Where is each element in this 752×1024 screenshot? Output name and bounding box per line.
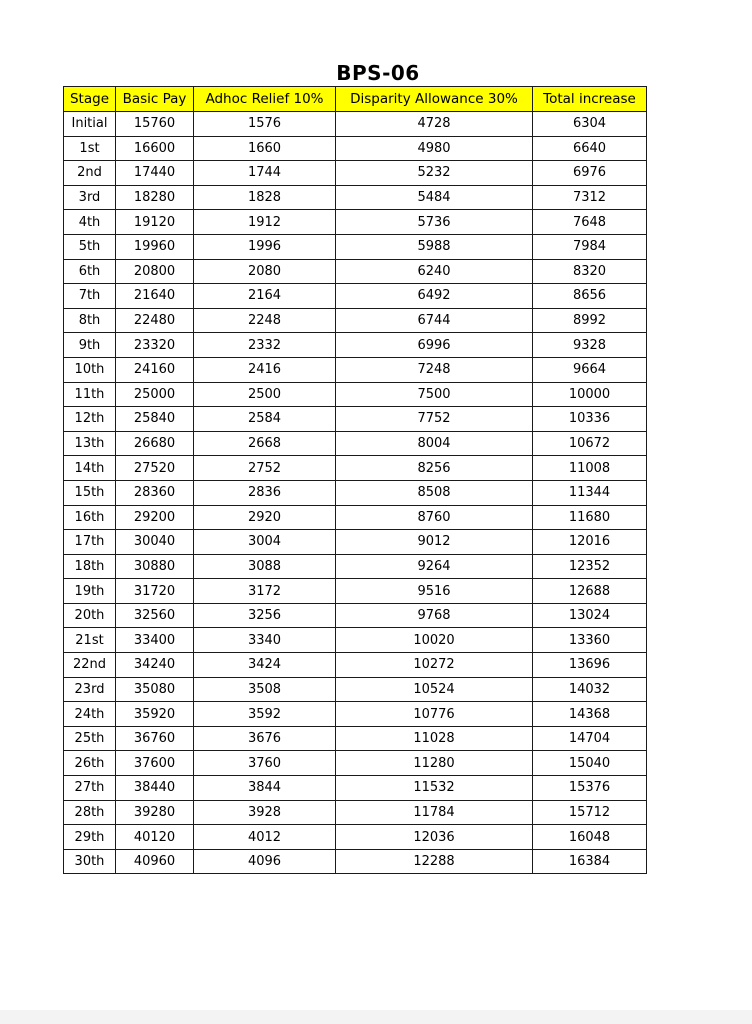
cell-disparity-allowance: 10776 <box>336 702 533 727</box>
table-row <box>64 112 647 137</box>
cell-basic-pay: 27520 <box>116 456 194 481</box>
page-title: BPS-06 <box>336 61 420 85</box>
cell-stage: 30th <box>64 849 116 874</box>
cell-basic-pay: 19120 <box>116 210 194 235</box>
cell-total-increase: 8992 <box>533 308 647 333</box>
cell-total-increase: 13024 <box>533 603 647 628</box>
cell-adhoc-relief: 2500 <box>194 382 336 407</box>
cell-adhoc-relief: 1744 <box>194 161 336 186</box>
cell-adhoc-relief: 2668 <box>194 431 336 456</box>
pay-scale-table <box>63 86 647 874</box>
cell-disparity-allowance: 8256 <box>336 456 533 481</box>
cell-total-increase: 8656 <box>533 284 647 309</box>
cell-basic-pay: 28360 <box>116 480 194 505</box>
cell-stage: 17th <box>64 530 116 555</box>
cell-basic-pay: 25000 <box>116 382 194 407</box>
cell-stage: 28th <box>64 800 116 825</box>
cell-stage: 23rd <box>64 677 116 702</box>
table-row <box>64 382 647 407</box>
cell-disparity-allowance: 4980 <box>336 136 533 161</box>
table-row <box>64 136 647 161</box>
cell-adhoc-relief: 3508 <box>194 677 336 702</box>
cell-disparity-allowance: 11784 <box>336 800 533 825</box>
cell-basic-pay: 37600 <box>116 751 194 776</box>
table-row <box>64 751 647 776</box>
cell-stage: 25th <box>64 726 116 751</box>
cell-disparity-allowance: 6744 <box>336 308 533 333</box>
cell-stage: 26th <box>64 751 116 776</box>
cell-disparity-allowance: 11280 <box>336 751 533 776</box>
cell-disparity-allowance: 5232 <box>336 161 533 186</box>
cell-total-increase: 12352 <box>533 554 647 579</box>
cell-total-increase: 7312 <box>533 185 647 210</box>
cell-disparity-allowance: 7248 <box>336 357 533 382</box>
cell-disparity-allowance: 9012 <box>336 530 533 555</box>
cell-stage: 24th <box>64 702 116 727</box>
cell-disparity-allowance: 11532 <box>336 776 533 801</box>
cell-stage: 19th <box>64 579 116 604</box>
cell-basic-pay: 19960 <box>116 234 194 259</box>
header-basic-pay: Basic Pay <box>116 87 194 112</box>
cell-total-increase: 11008 <box>533 456 647 481</box>
table-row <box>64 284 647 309</box>
table-row <box>64 530 647 555</box>
cell-stage: 4th <box>64 210 116 235</box>
cell-stage: 3rd <box>64 185 116 210</box>
cell-basic-pay: 40120 <box>116 825 194 850</box>
header-adhoc-relief: Adhoc Relief 10% <box>194 87 336 112</box>
cell-adhoc-relief: 3004 <box>194 530 336 555</box>
cell-adhoc-relief: 1996 <box>194 234 336 259</box>
table-row <box>64 431 647 456</box>
cell-stage: 6th <box>64 259 116 284</box>
table-row <box>64 456 647 481</box>
cell-disparity-allowance: 9768 <box>336 603 533 628</box>
cell-basic-pay: 34240 <box>116 653 194 678</box>
table-row <box>64 333 647 358</box>
header-row <box>64 87 647 112</box>
table-row <box>64 259 647 284</box>
cell-adhoc-relief: 4012 <box>194 825 336 850</box>
table-row <box>64 407 647 432</box>
cell-adhoc-relief: 3592 <box>194 702 336 727</box>
cell-stage: 12th <box>64 407 116 432</box>
cell-stage: 29th <box>64 825 116 850</box>
cell-stage: 1st <box>64 136 116 161</box>
footer-bar <box>0 1010 752 1024</box>
table-header <box>64 87 647 112</box>
table-row <box>64 210 647 235</box>
cell-disparity-allowance: 5484 <box>336 185 533 210</box>
cell-basic-pay: 39280 <box>116 800 194 825</box>
cell-disparity-allowance: 6240 <box>336 259 533 284</box>
cell-adhoc-relief: 3676 <box>194 726 336 751</box>
cell-total-increase: 7984 <box>533 234 647 259</box>
header-disparity-allowance: Disparity Allowance 30% <box>336 87 533 112</box>
cell-basic-pay: 33400 <box>116 628 194 653</box>
cell-stage: 21st <box>64 628 116 653</box>
cell-disparity-allowance: 5988 <box>336 234 533 259</box>
cell-adhoc-relief: 3256 <box>194 603 336 628</box>
cell-disparity-allowance: 7752 <box>336 407 533 432</box>
cell-stage: 8th <box>64 308 116 333</box>
cell-disparity-allowance: 12036 <box>336 825 533 850</box>
cell-stage: 27th <box>64 776 116 801</box>
cell-disparity-allowance: 5736 <box>336 210 533 235</box>
cell-basic-pay: 15760 <box>116 112 194 137</box>
header-total-increase: Total increase <box>533 87 647 112</box>
cell-disparity-allowance: 10272 <box>336 653 533 678</box>
cell-basic-pay: 20800 <box>116 259 194 284</box>
cell-total-increase: 14368 <box>533 702 647 727</box>
cell-adhoc-relief: 2080 <box>194 259 336 284</box>
cell-total-increase: 9664 <box>533 357 647 382</box>
table-row <box>64 653 647 678</box>
cell-adhoc-relief: 2920 <box>194 505 336 530</box>
cell-disparity-allowance: 10524 <box>336 677 533 702</box>
cell-stage: Initial <box>64 112 116 137</box>
cell-basic-pay: 25840 <box>116 407 194 432</box>
cell-total-increase: 6304 <box>533 112 647 137</box>
cell-disparity-allowance: 7500 <box>336 382 533 407</box>
cell-adhoc-relief: 4096 <box>194 849 336 874</box>
cell-adhoc-relief: 3760 <box>194 751 336 776</box>
cell-adhoc-relief: 1576 <box>194 112 336 137</box>
table-row <box>64 849 647 874</box>
table-row <box>64 825 647 850</box>
cell-basic-pay: 24160 <box>116 357 194 382</box>
table-row <box>64 185 647 210</box>
cell-stage: 16th <box>64 505 116 530</box>
cell-total-increase: 13696 <box>533 653 647 678</box>
cell-basic-pay: 40960 <box>116 849 194 874</box>
cell-total-increase: 6640 <box>533 136 647 161</box>
cell-stage: 11th <box>64 382 116 407</box>
cell-basic-pay: 29200 <box>116 505 194 530</box>
cell-adhoc-relief: 2416 <box>194 357 336 382</box>
cell-basic-pay: 35080 <box>116 677 194 702</box>
cell-total-increase: 10000 <box>533 382 647 407</box>
cell-basic-pay: 30880 <box>116 554 194 579</box>
cell-total-increase: 14032 <box>533 677 647 702</box>
table-row <box>64 726 647 751</box>
cell-total-increase: 12016 <box>533 530 647 555</box>
cell-total-increase: 10336 <box>533 407 647 432</box>
cell-stage: 5th <box>64 234 116 259</box>
cell-adhoc-relief: 1912 <box>194 210 336 235</box>
cell-total-increase: 9328 <box>533 333 647 358</box>
table-row <box>64 800 647 825</box>
cell-basic-pay: 31720 <box>116 579 194 604</box>
table-row <box>64 776 647 801</box>
cell-disparity-allowance: 9516 <box>336 579 533 604</box>
cell-adhoc-relief: 2164 <box>194 284 336 309</box>
table-row <box>64 505 647 530</box>
cell-disparity-allowance: 4728 <box>336 112 533 137</box>
cell-stage: 18th <box>64 554 116 579</box>
cell-basic-pay: 32560 <box>116 603 194 628</box>
cell-disparity-allowance: 12288 <box>336 849 533 874</box>
table-row <box>64 677 647 702</box>
table-row <box>64 554 647 579</box>
cell-total-increase: 14704 <box>533 726 647 751</box>
cell-basic-pay: 35920 <box>116 702 194 727</box>
cell-total-increase: 15712 <box>533 800 647 825</box>
table-row <box>64 308 647 333</box>
cell-adhoc-relief: 2332 <box>194 333 336 358</box>
cell-disparity-allowance: 8760 <box>336 505 533 530</box>
cell-basic-pay: 36760 <box>116 726 194 751</box>
cell-basic-pay: 17440 <box>116 161 194 186</box>
cell-disparity-allowance: 10020 <box>336 628 533 653</box>
cell-total-increase: 11680 <box>533 505 647 530</box>
cell-adhoc-relief: 2584 <box>194 407 336 432</box>
table-row <box>64 628 647 653</box>
cell-adhoc-relief: 1660 <box>194 136 336 161</box>
table-row <box>64 161 647 186</box>
table-row <box>64 234 647 259</box>
cell-total-increase: 13360 <box>533 628 647 653</box>
cell-adhoc-relief: 2752 <box>194 456 336 481</box>
cell-stage: 20th <box>64 603 116 628</box>
table-row <box>64 480 647 505</box>
cell-adhoc-relief: 1828 <box>194 185 336 210</box>
cell-total-increase: 15376 <box>533 776 647 801</box>
cell-adhoc-relief: 3844 <box>194 776 336 801</box>
cell-stage: 2nd <box>64 161 116 186</box>
cell-basic-pay: 22480 <box>116 308 194 333</box>
cell-stage: 10th <box>64 357 116 382</box>
table-row <box>64 357 647 382</box>
cell-basic-pay: 26680 <box>116 431 194 456</box>
cell-disparity-allowance: 8508 <box>336 480 533 505</box>
cell-basic-pay: 38440 <box>116 776 194 801</box>
cell-disparity-allowance: 11028 <box>336 726 533 751</box>
cell-disparity-allowance: 6996 <box>336 333 533 358</box>
table-row <box>64 579 647 604</box>
cell-disparity-allowance: 9264 <box>336 554 533 579</box>
table-row <box>64 702 647 727</box>
cell-basic-pay: 30040 <box>116 530 194 555</box>
cell-stage: 15th <box>64 480 116 505</box>
cell-stage: 9th <box>64 333 116 358</box>
cell-adhoc-relief: 3928 <box>194 800 336 825</box>
cell-total-increase: 8320 <box>533 259 647 284</box>
cell-basic-pay: 21640 <box>116 284 194 309</box>
cell-total-increase: 16048 <box>533 825 647 850</box>
cell-total-increase: 11344 <box>533 480 647 505</box>
cell-stage: 22nd <box>64 653 116 678</box>
cell-adhoc-relief: 2248 <box>194 308 336 333</box>
cell-stage: 14th <box>64 456 116 481</box>
cell-total-increase: 15040 <box>533 751 647 776</box>
cell-stage: 13th <box>64 431 116 456</box>
cell-adhoc-relief: 2836 <box>194 480 336 505</box>
cell-basic-pay: 18280 <box>116 185 194 210</box>
cell-stage: 7th <box>64 284 116 309</box>
cell-basic-pay: 16600 <box>116 136 194 161</box>
cell-adhoc-relief: 3340 <box>194 628 336 653</box>
cell-disparity-allowance: 6492 <box>336 284 533 309</box>
cell-adhoc-relief: 3424 <box>194 653 336 678</box>
cell-adhoc-relief: 3088 <box>194 554 336 579</box>
cell-total-increase: 10672 <box>533 431 647 456</box>
table-body <box>64 112 647 874</box>
cell-total-increase: 6976 <box>533 161 647 186</box>
cell-adhoc-relief: 3172 <box>194 579 336 604</box>
cell-basic-pay: 23320 <box>116 333 194 358</box>
cell-disparity-allowance: 8004 <box>336 431 533 456</box>
cell-total-increase: 7648 <box>533 210 647 235</box>
cell-total-increase: 16384 <box>533 849 647 874</box>
cell-total-increase: 12688 <box>533 579 647 604</box>
header-stage: Stage <box>64 87 116 112</box>
table-row <box>64 603 647 628</box>
